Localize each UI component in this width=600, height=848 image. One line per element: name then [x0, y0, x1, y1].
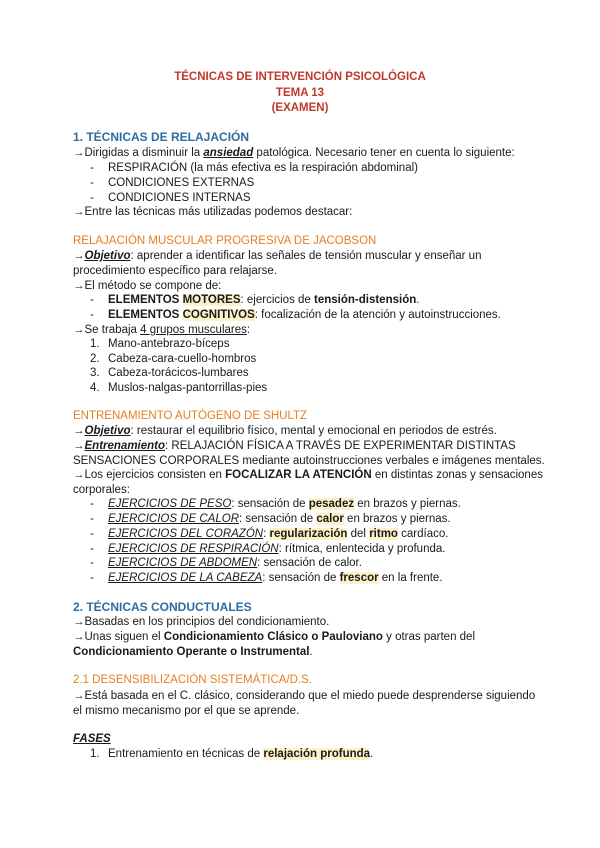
schultz-exercises: →Los ejercicios consisten en FOCALIZAR LA ATENCIÓN en distintas zonas y sensaciones [73, 469, 543, 481]
list-item: - RESPIRACIÓN (la más efectiva es la respiración abdominal) [90, 162, 418, 174]
list-item: - EJERCICIOS DE RESPIRACIÓN: rítmica, enlentecida y profunda. [90, 543, 446, 555]
list-item: - ELEMENTOS COGNITIVOS: focalización de la atención y autoinstrucciones. [90, 309, 501, 321]
jacobson-heading: RELAJACIÓN MUSCULAR PROGRESIVA DE JACOBSON [73, 235, 377, 247]
section-1-outro: →Entre las técnicas más utilizadas podemos destacar: [73, 206, 353, 218]
list-item: 4. Muslos-nalgas-pantorrillas-pies [90, 382, 268, 394]
schultz-exercises-cont: corporales: [73, 484, 130, 496]
fases-heading: FASES [73, 733, 111, 745]
schultz-objective: →Objetivo: restaurar el equilibrio físico, mental y emocional en periodos de estrés. [73, 425, 497, 437]
section-1-heading: 1. TÉCNICAS DE RELAJACIÓN [73, 130, 250, 144]
list-item: 2. Cabeza-cara-cuello-hombros [90, 353, 257, 365]
jacobson-objective-cont: procedimiento específico para relajarse. [73, 265, 277, 277]
jacobson-objective: →Objetivo: aprender a identificar las señales de tensión muscular y enseñar un [73, 250, 482, 262]
section-2-line-3: Condicionamiento Operante o Instrumental. [73, 646, 313, 658]
list-item: - CONDICIONES EXTERNAS [90, 177, 255, 189]
list-item: - EJERCICIOS DE CALOR: sensación de calor en brazos y piernas. [90, 513, 451, 525]
schultz-training: →Entrenamiento: RELAJACIÓN FÍSICA A TRAVÉS DE EXPERIMENTAR DISTINTAS [73, 440, 516, 452]
list-item: - EJERCICIOS DEL CORAZÓN: regularización del ritmo cardíaco. [90, 528, 449, 540]
jacobson-groups: →Se trabaja 4 grupos musculares: [73, 324, 251, 336]
list-item: - CONDICIONES INTERNAS [90, 192, 251, 204]
ds-line-2: el mismo mecanismo por el que se aprende. [73, 705, 300, 717]
schultz-training-cont: SENSACIONES CORPORALES mediante autoinstrucciones verbales e imágenes mentales. [73, 455, 545, 467]
ds-line-1: →Está basada en el C. clásico, considerando que el miedo puede desprenderse siguiendo [73, 690, 536, 702]
list-item: 3. Cabeza-torácicos-lumbares [90, 367, 249, 379]
section-2-line-1: →Basadas en los principios del condicionamiento. [73, 616, 330, 628]
list-item: 1. Entrenamiento en técnicas de relajación profunda. [90, 748, 374, 760]
section-1-intro: →Dirigidas a disminuir la ansiedad patológica. Necesario tener en cuenta lo siguiente: [73, 147, 515, 159]
list-item: - EJERCICIOS DE PESO: sensación de pesadez en brazos y piernas. [90, 498, 461, 510]
list-item: - ELEMENTOS MOTORES: ejercicios de tensión-distensión. [90, 294, 420, 306]
title-line-3: (EXAMEN) [271, 102, 329, 114]
list-item: - EJERCICIOS DE LA CABEZA: sensación de frescor en la frente. [90, 572, 443, 584]
title-line-2: TEMA 13 [275, 87, 325, 99]
schultz-heading: ENTRENAMIENTO AUTÓGENO DE SHULTZ [73, 410, 308, 422]
section-2-line-2: →Unas siguen el Condicionamiento Clásico o Pauloviano y otras parten del [73, 631, 476, 643]
title-line-1: TÉCNICAS DE INTERVENCIÓN PSICOLÓGICA [174, 71, 426, 83]
list-item: - EJERCICIOS DE ABDOMEN: sensación de calor. [90, 557, 362, 569]
jacobson-method: →El método se compone de: [73, 280, 222, 292]
section-2-heading: 2. TÉCNICAS CONDUCTUALES [73, 600, 252, 614]
ds-heading: 2.1 DESENSIBILIZACIÓN SISTEMÁTICA/D.S. [73, 674, 313, 686]
list-item: 1. Mano-antebrazo-bíceps [90, 338, 230, 350]
